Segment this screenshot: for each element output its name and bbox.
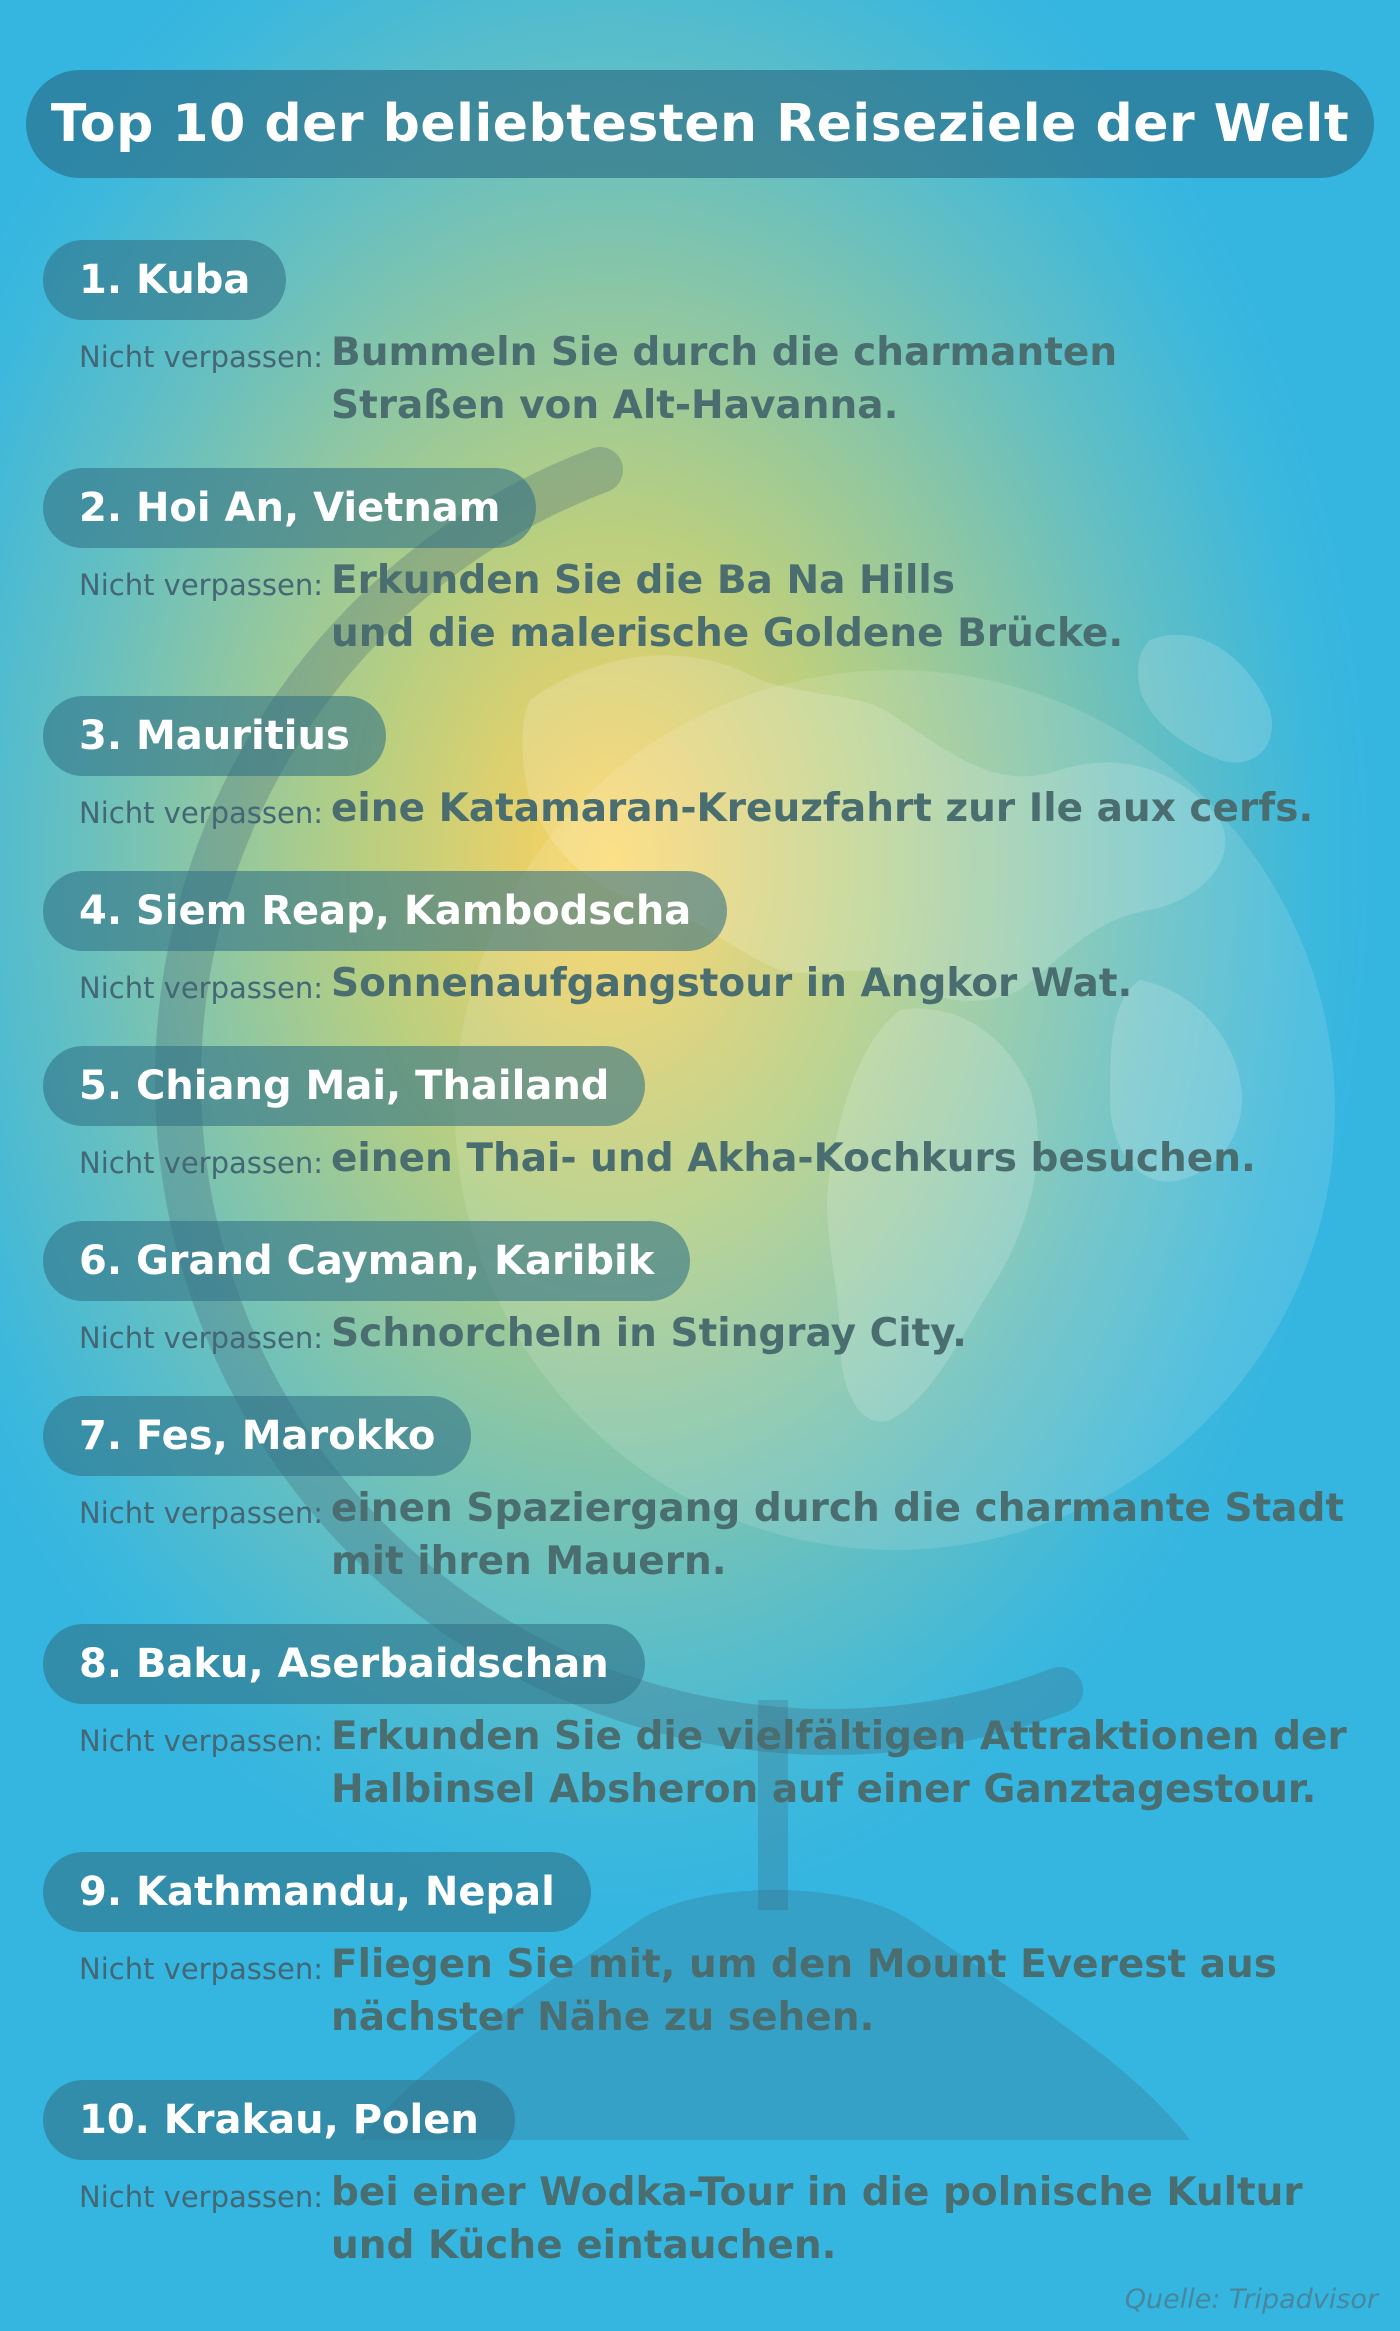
- destination-detail: [79, 957, 1132, 1010]
- destination-detail: [79, 1307, 967, 1360]
- list-item-8: [43, 1624, 1347, 1816]
- list-item-1: [43, 240, 1117, 432]
- list-item-7: [43, 1396, 1344, 1588]
- destination-detail: [79, 1482, 1344, 1588]
- destination-name: 3. Mauritius: [43, 696, 386, 776]
- dont-miss-label: Nicht verpassen:: [79, 796, 323, 830]
- dont-miss-label: Nicht verpassen:: [79, 1952, 323, 1986]
- destination-detail: [79, 1710, 1347, 1816]
- dont-miss-label: Nicht verpassen:: [79, 1321, 323, 1355]
- dont-miss-label: Nicht verpassen:: [79, 2180, 323, 2214]
- list-item-9: [43, 1852, 1277, 2044]
- dont-miss-text: bei einer Wodka-Tour in die polnische Kultur und Küche eintauchen.: [330, 2170, 1303, 2268]
- dont-miss-label: Nicht verpassen:: [79, 568, 323, 602]
- page-title: Top 10 der beliebtesten Reiseziele der Welt: [50, 94, 1350, 154]
- destination-name: 10. Krakau, Polen: [43, 2080, 515, 2160]
- dont-miss-label: Nicht verpassen:: [79, 340, 323, 374]
- dont-miss-text: Fliegen Sie mit, um den Mount Everest aus nächster Nähe zu sehen.: [330, 1942, 1278, 2040]
- destination-name: 8. Baku, Aserbaidschan: [43, 1624, 645, 1704]
- destination-detail: [79, 1938, 1277, 2044]
- dont-miss-label: Nicht verpassen:: [79, 1724, 323, 1758]
- list-item-10: [43, 2080, 1303, 2272]
- list-item-6: [43, 1221, 967, 1360]
- list-item-4: [43, 871, 1132, 1010]
- dont-miss-text: Sonnenaufgangstour in Angkor Wat.: [330, 961, 1133, 1006]
- dont-miss-text: Erkunden Sie die vielfältigen Attraktionen der Halbinsel Absheron auf einer Ganztagestour.: [330, 1714, 1347, 1812]
- dont-miss-text: einen Spaziergang durch die charmante Stadt mit ihren Mauern.: [330, 1486, 1345, 1584]
- list-item-5: [43, 1046, 1256, 1185]
- destination-detail: [79, 2166, 1303, 2272]
- destination-name: 6. Grand Cayman, Karibik: [43, 1221, 690, 1301]
- destination-name: 1. Kuba: [43, 240, 286, 320]
- dont-miss-text: Erkunden Sie die Ba Na Hills und die malerische Goldene Brücke.: [330, 558, 1124, 656]
- dont-miss-text: Bummeln Sie durch die charmanten Straßen von Alt-Havanna.: [330, 330, 1118, 428]
- destination-detail: [79, 1132, 1256, 1185]
- destination-name: 9. Kathmandu, Nepal: [43, 1852, 591, 1932]
- list-item-3: [43, 696, 1313, 835]
- list-item-2: [43, 468, 1123, 660]
- dont-miss-text: eine Katamaran-Kreuzfahrt zur Ile aux cerfs.: [330, 786, 1314, 831]
- source-credit: Quelle: Tripadvisor: [1124, 2284, 1378, 2315]
- destination-name: 2. Hoi An, Vietnam: [43, 468, 536, 548]
- dont-miss-text: Schnorcheln in Stingray City.: [330, 1311, 967, 1356]
- destination-name: 4. Siem Reap, Kambodscha: [43, 871, 727, 951]
- dont-miss-label: Nicht verpassen:: [79, 971, 323, 1005]
- dont-miss-label: Nicht verpassen:: [79, 1496, 323, 1530]
- destination-detail: [79, 782, 1313, 835]
- dont-miss-text: einen Thai- und Akha-Kochkurs besuchen.: [330, 1136, 1256, 1181]
- destination-detail: [79, 554, 1123, 660]
- destination-name: 7. Fes, Marokko: [43, 1396, 471, 1476]
- destination-name: 5. Chiang Mai, Thailand: [43, 1046, 645, 1126]
- title-banner: [26, 70, 1374, 178]
- dont-miss-label: Nicht verpassen:: [79, 1146, 323, 1180]
- destination-detail: [79, 326, 1117, 432]
